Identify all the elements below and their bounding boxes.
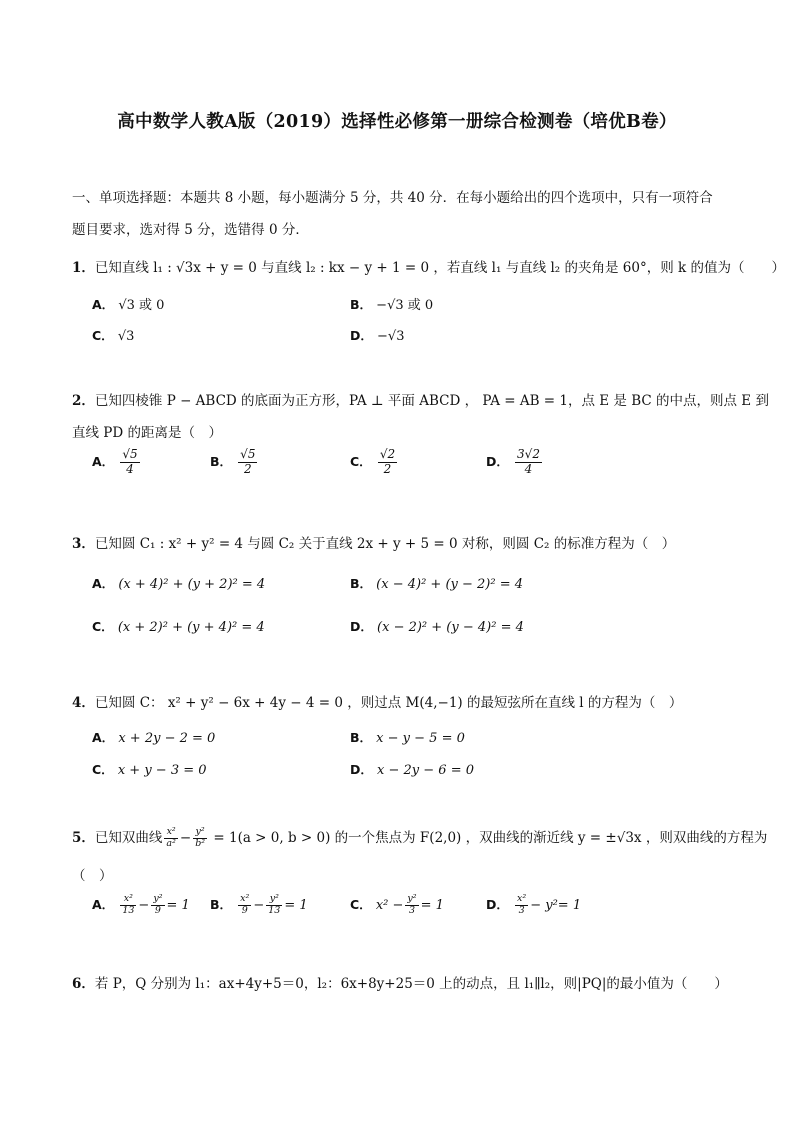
section-instructions-line1: 一、单项选择题：本题共 8 小题，每小题满分 5 分，共 40 分．在每小题给出的四个选项中，只有一项符合 bbox=[72, 190, 713, 206]
fraction: $\frac{\text{y²}}{\text{b²}}$ bbox=[195, 826, 206, 849]
question-5-stem-line1: 5．已知双曲线 $\frac{\text{x²}}{\text{a²}}$ − $\frac{\text{y²}}{\text{b²}}$ = 1(a > 0, b > 0) 的一个焦点为 F(2,0) ，双曲线的渐近线 y = ±√3x ，则双曲线的方程为 bbox=[72, 826, 768, 849]
q1-option-a[interactable]: A． √3 或 0 bbox=[92, 297, 165, 313]
question-number: 4． bbox=[72, 695, 95, 711]
question-number: 3． bbox=[72, 536, 95, 552]
question-text: 已知四棱锥 P − ABCD 的底面为正方形，PA ⊥ 平面 ABCD ， PA = AB = 1，点 E 是 BC 的中点，则点 E 到 bbox=[94, 393, 769, 409]
q4-option-b[interactable]: B． x − y − 5 = 0 bbox=[350, 730, 465, 746]
fraction: $\frac{\text{x²}}{9}$ bbox=[240, 893, 250, 916]
q2-option-d[interactable]: D． $\frac{3√2}{4}$ bbox=[486, 447, 540, 476]
q4-option-c[interactable]: C． x + y − 3 = 0 bbox=[92, 762, 207, 778]
question-number: 6． bbox=[72, 976, 95, 992]
q4-option-d[interactable]: D． x − 2y − 6 = 0 bbox=[350, 762, 474, 778]
section-instructions-line2: 题目要求，选对得 5 分，选错得 0 分． bbox=[72, 222, 309, 238]
q1-option-d[interactable]: D． −√3 bbox=[350, 328, 405, 344]
fraction: $\frac{\text{x²}}{3}$ bbox=[517, 893, 527, 916]
q3-option-b[interactable]: B． (x − 4)² + (y − 2)² = 4 bbox=[350, 576, 523, 592]
fraction: $\frac{√2}{2}$ bbox=[379, 447, 396, 476]
question-text: 若 P，Q 分别为 l₁：ax+4y+5＝0，l₂：6x+8y+25＝0 上的动点，且 l₁∥l₂，则|PQ|的最小值为（ ） bbox=[94, 976, 728, 992]
q4-option-a[interactable]: A． x + 2y − 2 = 0 bbox=[92, 730, 216, 746]
q3-option-a[interactable]: A． (x + 4)² + (y + 2)² = 4 bbox=[92, 576, 266, 592]
question-number: 2． bbox=[72, 393, 95, 409]
q1-option-c[interactable]: C． √3 bbox=[92, 328, 135, 344]
question-text: 已知直线 l₁ : √3x + y = 0 与直线 l₂ : kx − y + 1 = 0 ，若直线 l₁ 与直线 l₂ 的夹角是 60°，则 k 的值为（ ） bbox=[94, 260, 785, 276]
question-2-stem-line2: 直线 PD 的距离是（ ） bbox=[72, 425, 222, 441]
fraction: $\frac{\text{x²}}{13}$ bbox=[122, 893, 135, 916]
fraction: $\frac{√5}{2}$ bbox=[240, 447, 256, 476]
question-2-stem-line1 bbox=[72, 389, 769, 409]
q5-option-d[interactable]: D． $\frac{\text{x²}}{3}$ − y²= 1 bbox=[486, 893, 582, 916]
page-title: 高中数学人教A版（2019）选择性必修第一册综合检测卷（培优B卷） bbox=[117, 112, 677, 132]
q2-option-b[interactable]: B． $\frac{√5}{2}$ bbox=[210, 447, 256, 476]
question-text: 已知圆 C₁ : x² + y² = 4 与圆 C₂ 关于直线 2x + y + 5 = 0 对称，则圆 C₂ 的标准方程为（ ） bbox=[94, 536, 676, 552]
q5-option-b[interactable]: B． $\frac{\text{x²}}{9}$ − $\frac{\text{y²}}{13}$ = 1 bbox=[210, 893, 308, 916]
question-number: 1． bbox=[72, 260, 95, 276]
question-text: 已知圆 C： x² + y² − 6x + 4y − 4 = 0 ，则过点 M(4,−1) 的最短弦所在直线 l 的方程为（ ） bbox=[94, 695, 683, 711]
q1-option-b[interactable]: B． −√3 或 0 bbox=[350, 297, 434, 313]
fraction: $\frac{\text{y²}}{9}$ bbox=[153, 893, 163, 916]
fraction: $\frac{3√2}{4}$ bbox=[517, 447, 540, 476]
question-4-stem bbox=[72, 691, 682, 711]
question-5-stem-line2: （ ） bbox=[72, 868, 113, 884]
question-6-stem bbox=[72, 972, 728, 992]
question-number: 5． bbox=[72, 830, 95, 846]
q5-option-a[interactable]: A． $\frac{\text{x²}}{13}$ − $\frac{\text{y²}}{9}$ = 1 bbox=[92, 893, 190, 916]
fraction: $\frac{\text{y²}}{3}$ bbox=[407, 893, 417, 916]
q3-option-c[interactable]: C． (x + 2)² + (y + 4)² = 4 bbox=[92, 619, 265, 635]
q3-option-d[interactable]: D． (x − 2)² + (y − 4)² = 4 bbox=[350, 619, 524, 635]
fraction: $\frac{\text{y²}}{13}$ bbox=[268, 893, 281, 916]
question-3-stem bbox=[72, 532, 675, 552]
fraction: $\frac{√5}{4}$ bbox=[122, 447, 138, 476]
fraction: $\frac{\text{x²}}{\text{a²}}$ bbox=[166, 826, 176, 849]
question-1-stem bbox=[72, 256, 785, 276]
q2-option-a[interactable]: A． $\frac{√5}{4}$ bbox=[92, 447, 138, 476]
q2-option-c[interactable]: C． $\frac{√2}{2}$ bbox=[350, 447, 396, 476]
q5-option-c[interactable]: C． x² − $\frac{\text{y²}}{3}$ = 1 bbox=[350, 893, 444, 916]
